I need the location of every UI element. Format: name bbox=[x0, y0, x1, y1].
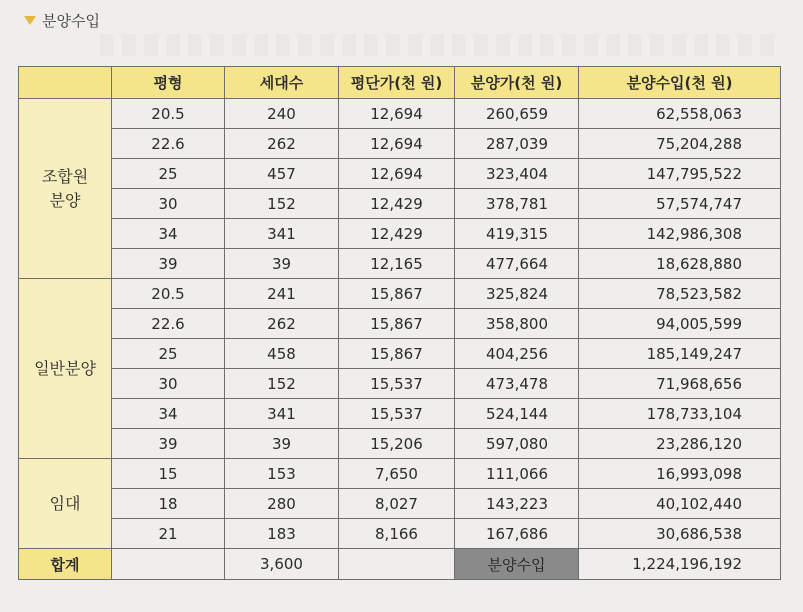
table-cell: 15,206 bbox=[339, 429, 455, 459]
table-cell: 39 bbox=[225, 249, 339, 279]
column-header: 분양수입(천 원) bbox=[579, 67, 781, 99]
table-row bbox=[19, 339, 781, 369]
column-header: 분양가(천 원) bbox=[455, 67, 579, 99]
table-cell: 15,867 bbox=[339, 339, 455, 369]
table-cell: 325,824 bbox=[455, 279, 579, 309]
table-cell: 20.5 bbox=[112, 99, 225, 129]
table-cell: 378,781 bbox=[455, 189, 579, 219]
table-row bbox=[19, 279, 781, 309]
table-cell: 12,165 bbox=[339, 249, 455, 279]
total-units: 3,600 bbox=[225, 549, 339, 580]
table-cell: 12,694 bbox=[339, 159, 455, 189]
table-cell: 524,144 bbox=[455, 399, 579, 429]
table-cell: 458 bbox=[225, 339, 339, 369]
table-cell: 260,659 bbox=[455, 99, 579, 129]
table-cell: 167,686 bbox=[455, 519, 579, 549]
table-cell: 20.5 bbox=[112, 279, 225, 309]
table-cell: 39 bbox=[225, 429, 339, 459]
table-cell: 30,686,538 bbox=[579, 519, 781, 549]
column-header: 평형 bbox=[112, 67, 225, 99]
table-cell: 94,005,599 bbox=[579, 309, 781, 339]
table-cell: 152 bbox=[225, 189, 339, 219]
table-row bbox=[19, 129, 781, 159]
table-cell: 16,993,098 bbox=[579, 459, 781, 489]
table-cell: 111,066 bbox=[455, 459, 579, 489]
section-heading bbox=[24, 10, 100, 31]
table-cell: 142,986,308 bbox=[579, 219, 781, 249]
table-cell: 12,429 bbox=[339, 219, 455, 249]
column-header: 평단가(천 원) bbox=[339, 67, 455, 99]
table-cell: 15,537 bbox=[339, 399, 455, 429]
header-row bbox=[19, 67, 781, 99]
table-cell: 8,166 bbox=[339, 519, 455, 549]
table-cell: 78,523,582 bbox=[579, 279, 781, 309]
table-cell: 477,664 bbox=[455, 249, 579, 279]
table-cell: 30 bbox=[112, 189, 225, 219]
table-cell: 323,404 bbox=[455, 159, 579, 189]
table-cell: 39 bbox=[112, 249, 225, 279]
table-cell: 39 bbox=[112, 429, 225, 459]
table-row bbox=[19, 219, 781, 249]
table-cell: 262 bbox=[225, 129, 339, 159]
table-row bbox=[19, 429, 781, 459]
table-cell: 153 bbox=[225, 459, 339, 489]
table-cell: 183 bbox=[225, 519, 339, 549]
table-cell: 262 bbox=[225, 309, 339, 339]
table-cell: 143,223 bbox=[455, 489, 579, 519]
table-row bbox=[19, 309, 781, 339]
total-empty-cell bbox=[339, 549, 455, 580]
table-cell: 23,286,120 bbox=[579, 429, 781, 459]
table-cell: 7,650 bbox=[339, 459, 455, 489]
group-label: 일반분양 bbox=[19, 279, 112, 459]
table-row bbox=[19, 399, 781, 429]
column-header: 세대수 bbox=[225, 67, 339, 99]
table-cell: 57,574,747 bbox=[579, 189, 781, 219]
table-row bbox=[19, 489, 781, 519]
table-cell: 12,429 bbox=[339, 189, 455, 219]
table-row bbox=[19, 369, 781, 399]
table-cell: 8,027 bbox=[339, 489, 455, 519]
table-cell: 40,102,440 bbox=[579, 489, 781, 519]
table-cell: 15 bbox=[112, 459, 225, 489]
table-cell: 12,694 bbox=[339, 99, 455, 129]
table-cell: 241 bbox=[225, 279, 339, 309]
table-cell: 34 bbox=[112, 219, 225, 249]
table-row bbox=[19, 519, 781, 549]
table-cell: 71,968,656 bbox=[579, 369, 781, 399]
total-label: 합계 bbox=[19, 549, 112, 580]
table-cell: 15,537 bbox=[339, 369, 455, 399]
table-cell: 75,204,288 bbox=[579, 129, 781, 159]
total-empty-cell bbox=[112, 549, 225, 580]
total-revenue-label: 분양수입 bbox=[455, 549, 579, 580]
section-title: 분양수입 bbox=[42, 12, 100, 30]
table-cell: 21 bbox=[112, 519, 225, 549]
table-cell: 15,867 bbox=[339, 309, 455, 339]
triangle-bullet-icon bbox=[24, 16, 36, 25]
sales-revenue-table bbox=[18, 66, 781, 580]
table-cell: 473,478 bbox=[455, 369, 579, 399]
table-cell: 419,315 bbox=[455, 219, 579, 249]
total-revenue: 1,224,196,192 bbox=[579, 549, 781, 580]
table-cell: 457 bbox=[225, 159, 339, 189]
table-cell: 18,628,880 bbox=[579, 249, 781, 279]
bleed-through-text bbox=[100, 34, 780, 56]
table-cell: 18 bbox=[112, 489, 225, 519]
table-cell: 34 bbox=[112, 399, 225, 429]
table-row bbox=[19, 99, 781, 129]
table-cell: 22.6 bbox=[112, 309, 225, 339]
table-cell: 152 bbox=[225, 369, 339, 399]
group-label: 임대 bbox=[19, 459, 112, 549]
group-label: 조합원 분양 bbox=[19, 99, 112, 279]
table-cell: 178,733,104 bbox=[579, 399, 781, 429]
table-cell: 25 bbox=[112, 339, 225, 369]
table-cell: 240 bbox=[225, 99, 339, 129]
table-cell: 25 bbox=[112, 159, 225, 189]
table-row bbox=[19, 249, 781, 279]
table-cell: 12,694 bbox=[339, 129, 455, 159]
table-cell: 15,867 bbox=[339, 279, 455, 309]
table-row bbox=[19, 159, 781, 189]
table-cell: 185,149,247 bbox=[579, 339, 781, 369]
table-cell: 280 bbox=[225, 489, 339, 519]
table-cell: 341 bbox=[225, 219, 339, 249]
table-cell: 147,795,522 bbox=[579, 159, 781, 189]
table-cell: 597,080 bbox=[455, 429, 579, 459]
column-header bbox=[19, 67, 112, 99]
table-cell: 341 bbox=[225, 399, 339, 429]
table-cell: 358,800 bbox=[455, 309, 579, 339]
table-cell: 62,558,063 bbox=[579, 99, 781, 129]
table-cell: 404,256 bbox=[455, 339, 579, 369]
total-row bbox=[19, 549, 781, 580]
table-cell: 30 bbox=[112, 369, 225, 399]
table-cell: 287,039 bbox=[455, 129, 579, 159]
table-row bbox=[19, 459, 781, 489]
table-cell: 22.6 bbox=[112, 129, 225, 159]
table-row bbox=[19, 189, 781, 219]
